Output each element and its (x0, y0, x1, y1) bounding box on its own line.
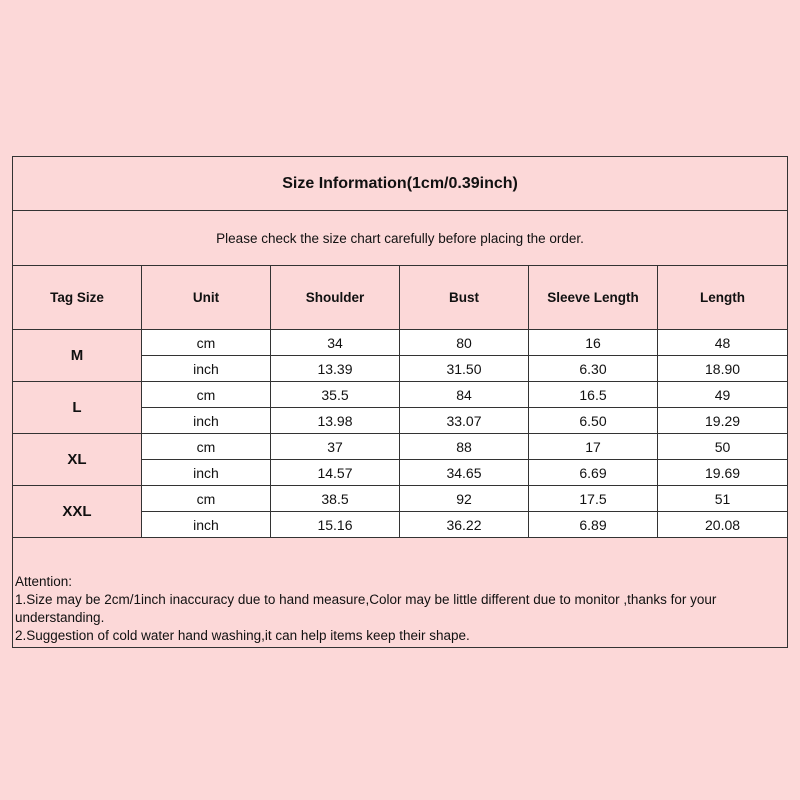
table-row (13, 330, 788, 356)
bust-cell: 31.50 (400, 356, 529, 382)
attention-note-2: 2.Suggestion of cold water hand washing,it can help items keep their shape. (15, 628, 470, 643)
shoulder-cell: 37 (271, 434, 400, 460)
sleeve-cell: 17 (529, 434, 658, 460)
header-shoulder: Shoulder (271, 266, 400, 330)
table-row (13, 382, 788, 408)
table-row (13, 434, 788, 460)
length-cell: 19.69 (658, 460, 788, 486)
header-tag-size: Tag Size (13, 266, 142, 330)
unit-cell: cm (142, 486, 271, 512)
sleeve-cell: 6.89 (529, 512, 658, 538)
title-row (13, 157, 788, 211)
length-cell: 48 (658, 330, 788, 356)
shoulder-cell: 13.98 (271, 408, 400, 434)
attention-note-1: 1.Size may be 2cm/1inch inaccuracy due to hand measure,Color may be little different due to monitor ,thanks for your understanding. (15, 592, 717, 625)
header-row (13, 266, 788, 330)
sleeve-cell: 17.5 (529, 486, 658, 512)
header-unit: Unit (142, 266, 271, 330)
bust-cell: 36.22 (400, 512, 529, 538)
notice-row (13, 211, 788, 266)
shoulder-cell: 38.5 (271, 486, 400, 512)
shoulder-cell: 15.16 (271, 512, 400, 538)
unit-cell: inch (142, 460, 271, 486)
tag-size-cell: XXL (13, 486, 142, 538)
length-cell: 49 (658, 382, 788, 408)
bust-cell: 80 (400, 330, 529, 356)
length-cell: 18.90 (658, 356, 788, 382)
shoulder-cell: 34 (271, 330, 400, 356)
header-bust: Bust (400, 266, 529, 330)
attention-row (13, 573, 788, 648)
bust-cell: 88 (400, 434, 529, 460)
bust-cell: 33.07 (400, 408, 529, 434)
length-cell: 19.29 (658, 408, 788, 434)
spacer-row (13, 538, 788, 574)
tag-size-cell: XL (13, 434, 142, 486)
shoulder-cell: 35.5 (271, 382, 400, 408)
attention-heading: Attention: (15, 574, 73, 589)
shoulder-cell: 13.39 (271, 356, 400, 382)
bust-cell: 84 (400, 382, 529, 408)
header-sleeve-length: Sleeve Length (529, 266, 658, 330)
unit-cell: inch (142, 356, 271, 382)
unit-cell: inch (142, 512, 271, 538)
chart-notice: Please check the size chart carefully before placing the order. (13, 211, 788, 266)
bust-cell: 92 (400, 486, 529, 512)
tag-size-cell: L (13, 382, 142, 434)
size-chart-table (12, 156, 788, 648)
length-cell: 20.08 (658, 512, 788, 538)
bust-cell: 34.65 (400, 460, 529, 486)
length-cell: 50 (658, 434, 788, 460)
unit-cell: cm (142, 330, 271, 356)
spacer-cell (13, 538, 788, 574)
attention-block (13, 573, 788, 648)
length-cell: 51 (658, 486, 788, 512)
unit-cell: cm (142, 382, 271, 408)
sleeve-cell: 6.30 (529, 356, 658, 382)
header-length: Length (658, 266, 788, 330)
unit-cell: cm (142, 434, 271, 460)
unit-cell: inch (142, 408, 271, 434)
chart-title: Size Information(1cm/0.39inch) (13, 157, 788, 211)
table-row (13, 486, 788, 512)
sleeve-cell: 16 (529, 330, 658, 356)
sleeve-cell: 6.69 (529, 460, 658, 486)
sleeve-cell: 6.50 (529, 408, 658, 434)
sleeve-cell: 16.5 (529, 382, 658, 408)
tag-size-cell: M (13, 330, 142, 382)
shoulder-cell: 14.57 (271, 460, 400, 486)
